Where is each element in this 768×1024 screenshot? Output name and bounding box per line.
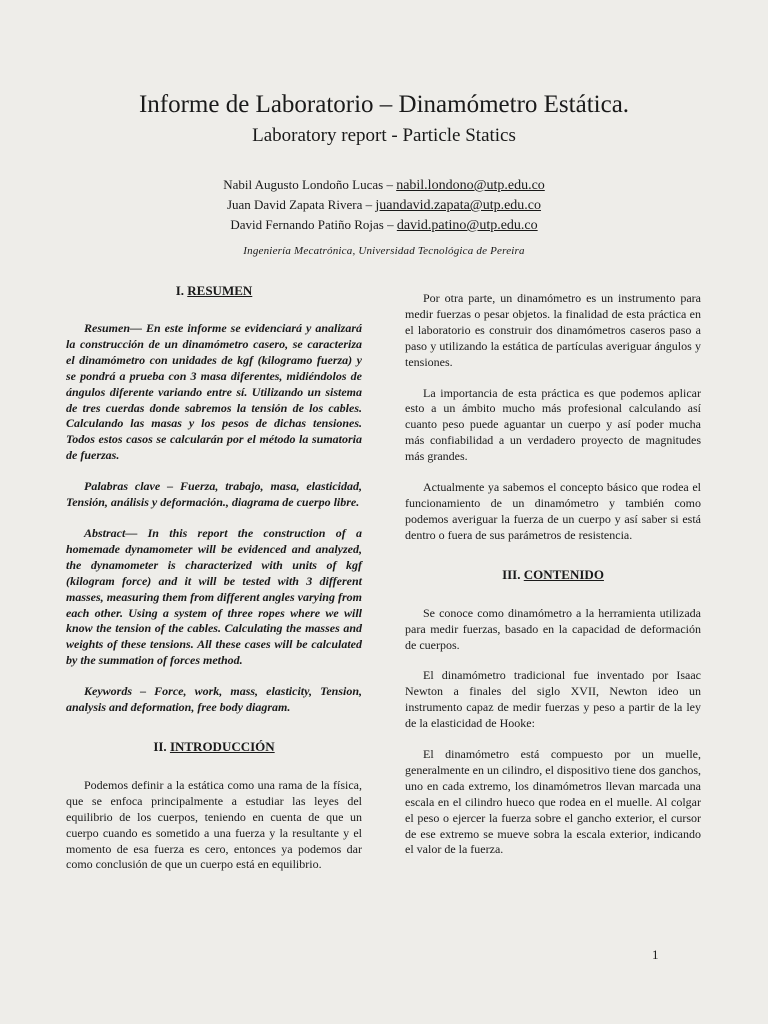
- section-label: INTRODUCCIÓN: [169, 738, 275, 754]
- author-list: [0, 175, 768, 235]
- body-paragraph: Se conoce como dinamómetro a la herramienta utilizada para medir fuerzas, basado en la capacidad de deformación de cuerpos.: [405, 605, 701, 652]
- author-line: [0, 175, 768, 195]
- paper-subtitle: Laboratory report - Particle Statics: [252, 125, 516, 146]
- author-separator: –: [383, 217, 397, 232]
- body-paragraph: El dinamómetro tradicional fue inventado por Isaac Newton a finales del siglo XVII, Newton ideo un instrumento capaz de medir fuerzas y peso a partir de la ley de la elasticidad de Hooke:: [405, 668, 701, 731]
- palabras-clave-paragraph: Palabras clave – Fuerza, trabajo, masa, elasticidad, Tensión, análisis y deformación., diagrama de cuerpo libre.: [66, 479, 362, 510]
- page-number: 1: [652, 947, 659, 962]
- resumen-paragraph: Resumen— En este informe se evidenciará y analizará la construcción de un dinamómetro casero, se caracteriza el dinamómetro con unidades de kgf (kilogramo fuerza) y se pondrá a prueba con 3 masa diferentes, midiéndolos de ángulos diferente variando entre sí. Utilizando un sistema de tres cuerdas donde sabremos la tensión de los cables. Calculando las masas y los pesos de dichas tensiones. Todos estos casos se calcularán por el método la sumatoria de fuerzas.: [66, 321, 362, 463]
- section-heading-resumen: [66, 283, 362, 299]
- paper-title: Informe de Laboratorio – Dinamómetro Estática.: [138, 91, 630, 118]
- section-label: CONTENIDO: [523, 566, 604, 582]
- author-email-link[interactable]: nabil.londono@utp.edu.co: [396, 178, 545, 193]
- right-column: [405, 291, 701, 858]
- author-email-link[interactable]: juandavid.zapata@utp.edu.co: [375, 198, 542, 213]
- intro-paragraph: Podemos definir a la estática como una rama de la física, que se enfoca principalmente a estudiar las leyes del equilibrio de los cuerpos, teniendo en cuenta de que un cuerpo cuando es sometido a una fuerza y la resultante y el momento de esa fuerza es cero, entonces ya podemos dar como conclusión de que un cuerpo está en equilibrio.: [66, 777, 362, 872]
- author-separator: –: [383, 177, 397, 192]
- author-name: Nabil Augusto Londoño Lucas: [223, 177, 384, 192]
- section-heading-contenido: [405, 567, 701, 583]
- author-email-link[interactable]: david.patino@utp.edu.co: [396, 218, 538, 233]
- section-number: I.: [175, 283, 188, 298]
- section-number: II.: [153, 738, 170, 754]
- author-separator: –: [362, 197, 376, 212]
- keywords-paragraph: Keywords – Force, work, mass, elasticity, Tension, analysis and deformation, free body diagram.: [66, 684, 362, 715]
- author-name: David Fernando Patiño Rojas: [230, 217, 384, 232]
- author-name: Juan David Zapata Rivera: [226, 197, 363, 212]
- affiliation: Ingeniería Mecatrónica, Universidad Tecnológica de Pereira: [243, 245, 525, 257]
- section-number: III.: [502, 566, 524, 582]
- abstract-paragraph: Abstract— In this report the construction of a homemade dynamometer will be evidenced and analyzed, the dynamometer is characterized with units of kgf (kilogram force) and it will be tested with 3 different masses, measuring them from different angles varying from each other. Using a system of three ropes where we will know the tension of the cables. Calculating the masses and weights of these tensions. All these cases will be calculated by the summation of forces method.: [66, 525, 362, 668]
- body-paragraph: La importancia de esta práctica es que podemos aplicar esto a un ámbito mucho más profesional calculando así cuanto peso puede aguantar un cuerpo y así poder mucha más confiabilidad a un verdadero proyecto de magnitudes más grandes.: [405, 385, 701, 464]
- left-column: [66, 283, 362, 873]
- section-label: RESUMEN: [187, 283, 253, 298]
- body-paragraph: Actualmente ya sabemos el concepto básico que rodea el funcionamiento de un dinamómetro y también como podemos averiguar la fuerza de un cuerpo y así saber si está dentro o fuera de sus parámetros de resistencia.: [405, 480, 701, 542]
- author-line: [0, 215, 768, 235]
- body-paragraph: El dinamómetro está compuesto por un muelle, generalmente en un cilindro, el dispositivo tiene dos ganchos, uno en cada extremo, los dinamómetros llevan marcada una escala en el cilindro hueco que rodea en el muelle. Al colgar el peso o ejercer la fuerza sobre el gancho exterior, el cursor de ese extremo se mueve sobra la escala exterior, indicando el valor de la fuerza.: [405, 747, 701, 857]
- section-heading-introduccion: [66, 739, 362, 755]
- author-line: [0, 195, 768, 215]
- body-paragraph: Por otra parte, un dinamómetro es un instrumento para medir fuerzas o pesar objetos. la finalidad de esta práctica en el laboratorio es construir dos dinamómetros caseros paso a paso y utilizando la estática de partículas averiguar ángulos y tensiones.: [405, 291, 701, 369]
